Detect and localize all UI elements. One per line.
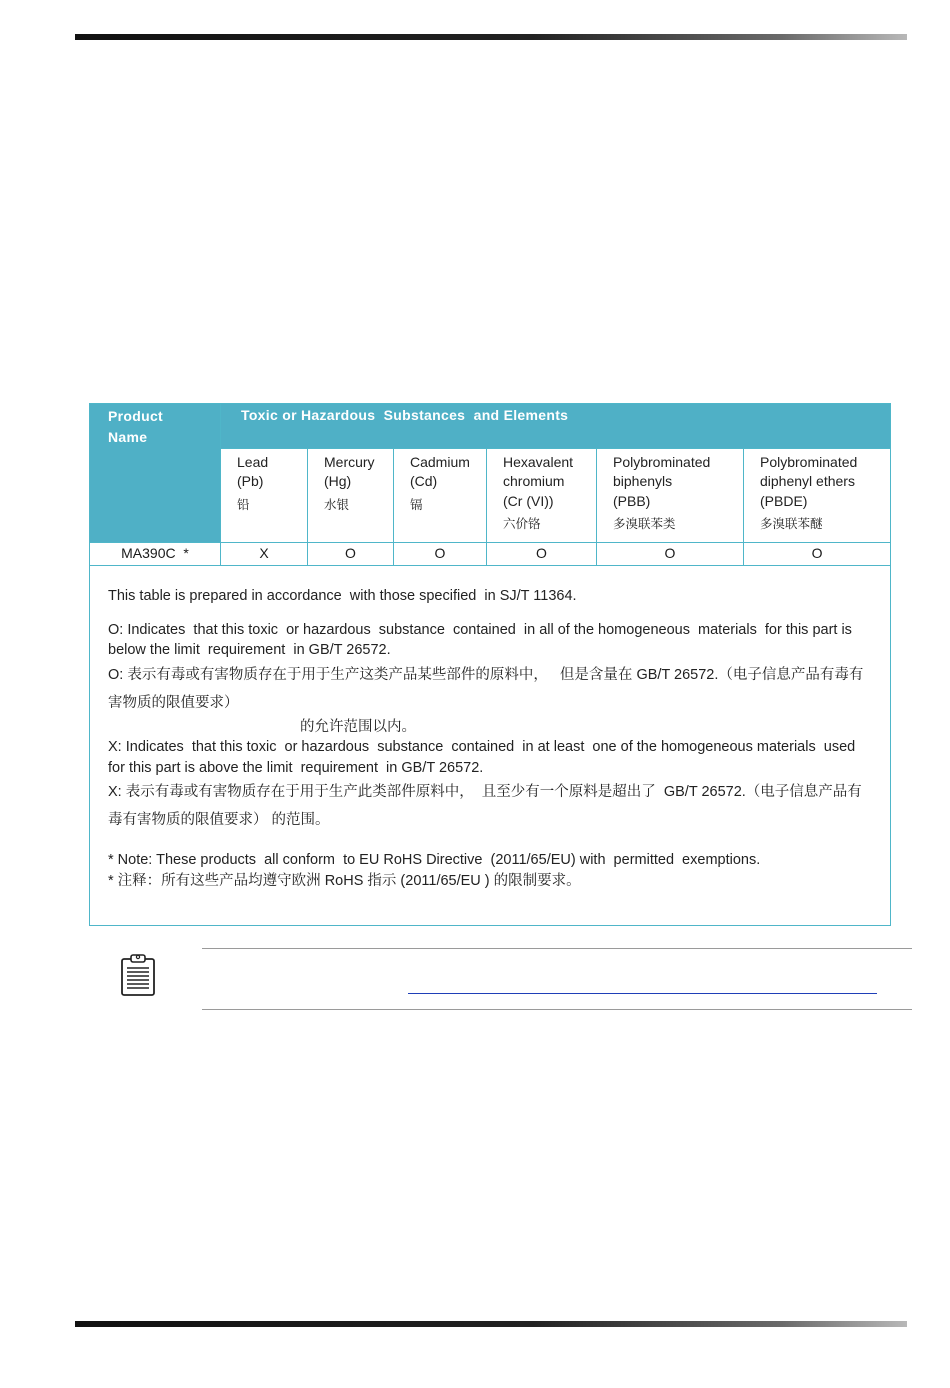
- eu-rohs-note-cn: * 注释：所有这些产品均遵守欧洲 RoHS 指示 (2011/65/EU ) 的限制要求。: [108, 872, 581, 889]
- callout-bottom-rule: [202, 1009, 912, 1010]
- column-hexavalent-chromium-en: Hexavalent chromium (Cr (VI)): [503, 453, 574, 509]
- lead-value: X: [221, 543, 308, 566]
- hexavalent-chromium-value: O: [487, 543, 597, 566]
- product-cell: MA390C *: [90, 543, 221, 566]
- column-mercury: [308, 448, 394, 542]
- column-hexavalent-chromium-cn: 六价铬: [503, 517, 541, 532]
- column-lead-cn: 铅: [237, 497, 250, 512]
- column-mercury-en: Mercury (Hg): [324, 453, 375, 490]
- column-pbb-cn: 多溴联苯类: [613, 517, 676, 532]
- clipboard-note-icon: [118, 952, 158, 1003]
- pbb-value: O: [597, 543, 744, 566]
- rohs-table: [89, 403, 891, 926]
- o-note-en: O: Indicates that this toxic or hazardous substance contained in all of the homogeneous materials for this part is below the limit requirement in GB/T 26572.: [108, 621, 856, 658]
- column-lead-en: Lead (Pb): [237, 453, 269, 490]
- column-pbde-en: Polybrominated diphenyl ethers (PBDE): [760, 453, 858, 509]
- cadmium-value: O: [394, 543, 487, 566]
- product-name-header: Product Name: [90, 404, 221, 543]
- column-pbde: [744, 448, 891, 542]
- bottom-rule: [75, 1321, 907, 1327]
- link-underline[interactable]: [408, 993, 877, 994]
- eu-rohs-note-en: * Note: These products all conform to EU RoHS Directive (2011/65/EU) with permitted exemptions.: [108, 852, 761, 868]
- column-pbb: [597, 448, 744, 542]
- x-note-cn: X: 表示有毒或有害物质存在于用于生产此类部件原料中， 且至少有一个原料是超出了 GB/T 26572.（电子信息产品有毒有害物质的限值要求） 的范围。: [108, 784, 862, 828]
- column-cadmium-en: Cadmium (Cd): [410, 453, 470, 490]
- table-row: [90, 543, 891, 566]
- column-lead: [221, 448, 308, 542]
- x-note-en: X: Indicates that this toxic or hazardous substance contained in at least one of the homogeneous materials used for this part is above the limit requirement in GB/T 26572.: [108, 739, 860, 776]
- pbde-value: O: [744, 543, 891, 566]
- column-cadmium: [394, 448, 487, 542]
- o-note-cn-continued: 的允许范围以内。: [300, 718, 416, 735]
- top-rule: [75, 34, 907, 40]
- column-hexavalent-chromium: [487, 448, 597, 542]
- mercury-value: O: [308, 543, 394, 566]
- toxic-substances-header: Toxic or Hazardous Substances and Elements: [221, 404, 891, 449]
- column-cadmium-cn: 镉: [410, 497, 423, 512]
- column-mercury-cn: 水银: [324, 497, 350, 512]
- column-pbde-cn: 多溴联苯醚: [760, 517, 823, 532]
- notes-cell: [90, 566, 891, 926]
- o-note-cn: O: 表示有毒或有害物质存在于用于生产这类产品某些部件的原料中， 但是含量在 GB/T 26572.（电子信息产品有毒有害物质的限值要求）: [108, 666, 864, 711]
- column-pbb-en: Polybrominated biphenyls (PBB): [613, 453, 711, 509]
- prepared-note: This table is prepared in accordance with those specified in SJ/T 11364.: [108, 588, 577, 604]
- callout-top-rule: [202, 948, 912, 949]
